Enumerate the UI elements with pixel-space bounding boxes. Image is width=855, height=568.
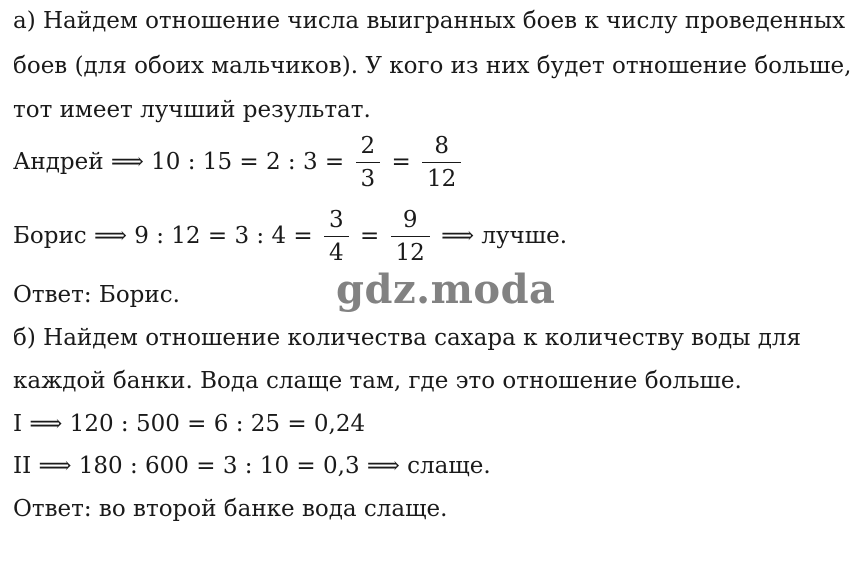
andrey-equation (13, 135, 465, 191)
text-line-a2: боев (для обоих мальчиков). У кого из них будет отношение больше, (13, 53, 852, 79)
text-line-b4: II ⟹ 180 : 600 = 3 : 10 = 0,3 ⟹ слаще. (13, 453, 491, 479)
boris-fraction-2 (391, 209, 430, 265)
boris-prefix: Борис ⟹ 9 : 12 = 3 : 4 = (13, 223, 313, 249)
equals-sign: = (359, 223, 380, 249)
boris-suffix: ⟹ лучше. (441, 223, 568, 249)
text-line-a1: а) Найдем отношение числа выигранных боев к числу проведенных (13, 8, 846, 34)
text-line-b1: б) Найдем отношение количества сахара к количеству воды для (13, 325, 802, 351)
andrey-fraction-1 (356, 135, 381, 191)
fraction-numerator: 2 (356, 135, 381, 163)
fraction-denominator: 12 (395, 240, 425, 266)
fraction-numerator: 3 (324, 209, 349, 237)
andrey-fraction-2 (422, 135, 461, 191)
fraction-numerator: 8 (422, 135, 461, 163)
fraction-denominator: 12 (427, 166, 457, 192)
boris-fraction-1 (324, 209, 349, 265)
equals-sign: = (391, 149, 411, 175)
text-line-b3: I ⟹ 120 : 500 = 6 : 25 = 0,24 (13, 411, 366, 437)
boris-equation (13, 209, 567, 265)
answer-b: Ответ: во второй банке вода слаще. (13, 496, 448, 522)
andrey-prefix: Андрей ⟹ 10 : 15 = 2 : 3 = (13, 149, 345, 175)
text-line-a3: тот имеет лучший результат. (13, 97, 371, 123)
fraction-denominator: 3 (360, 166, 376, 192)
answer-a: Ответ: Борис. (13, 282, 180, 308)
fraction-denominator: 4 (328, 240, 344, 266)
fraction-numerator: 9 (391, 209, 430, 237)
watermark-logo: gdz.moda (336, 266, 556, 313)
text-line-b2: каждой банки. Вода слаще там, где это отношение больше. (13, 368, 742, 394)
